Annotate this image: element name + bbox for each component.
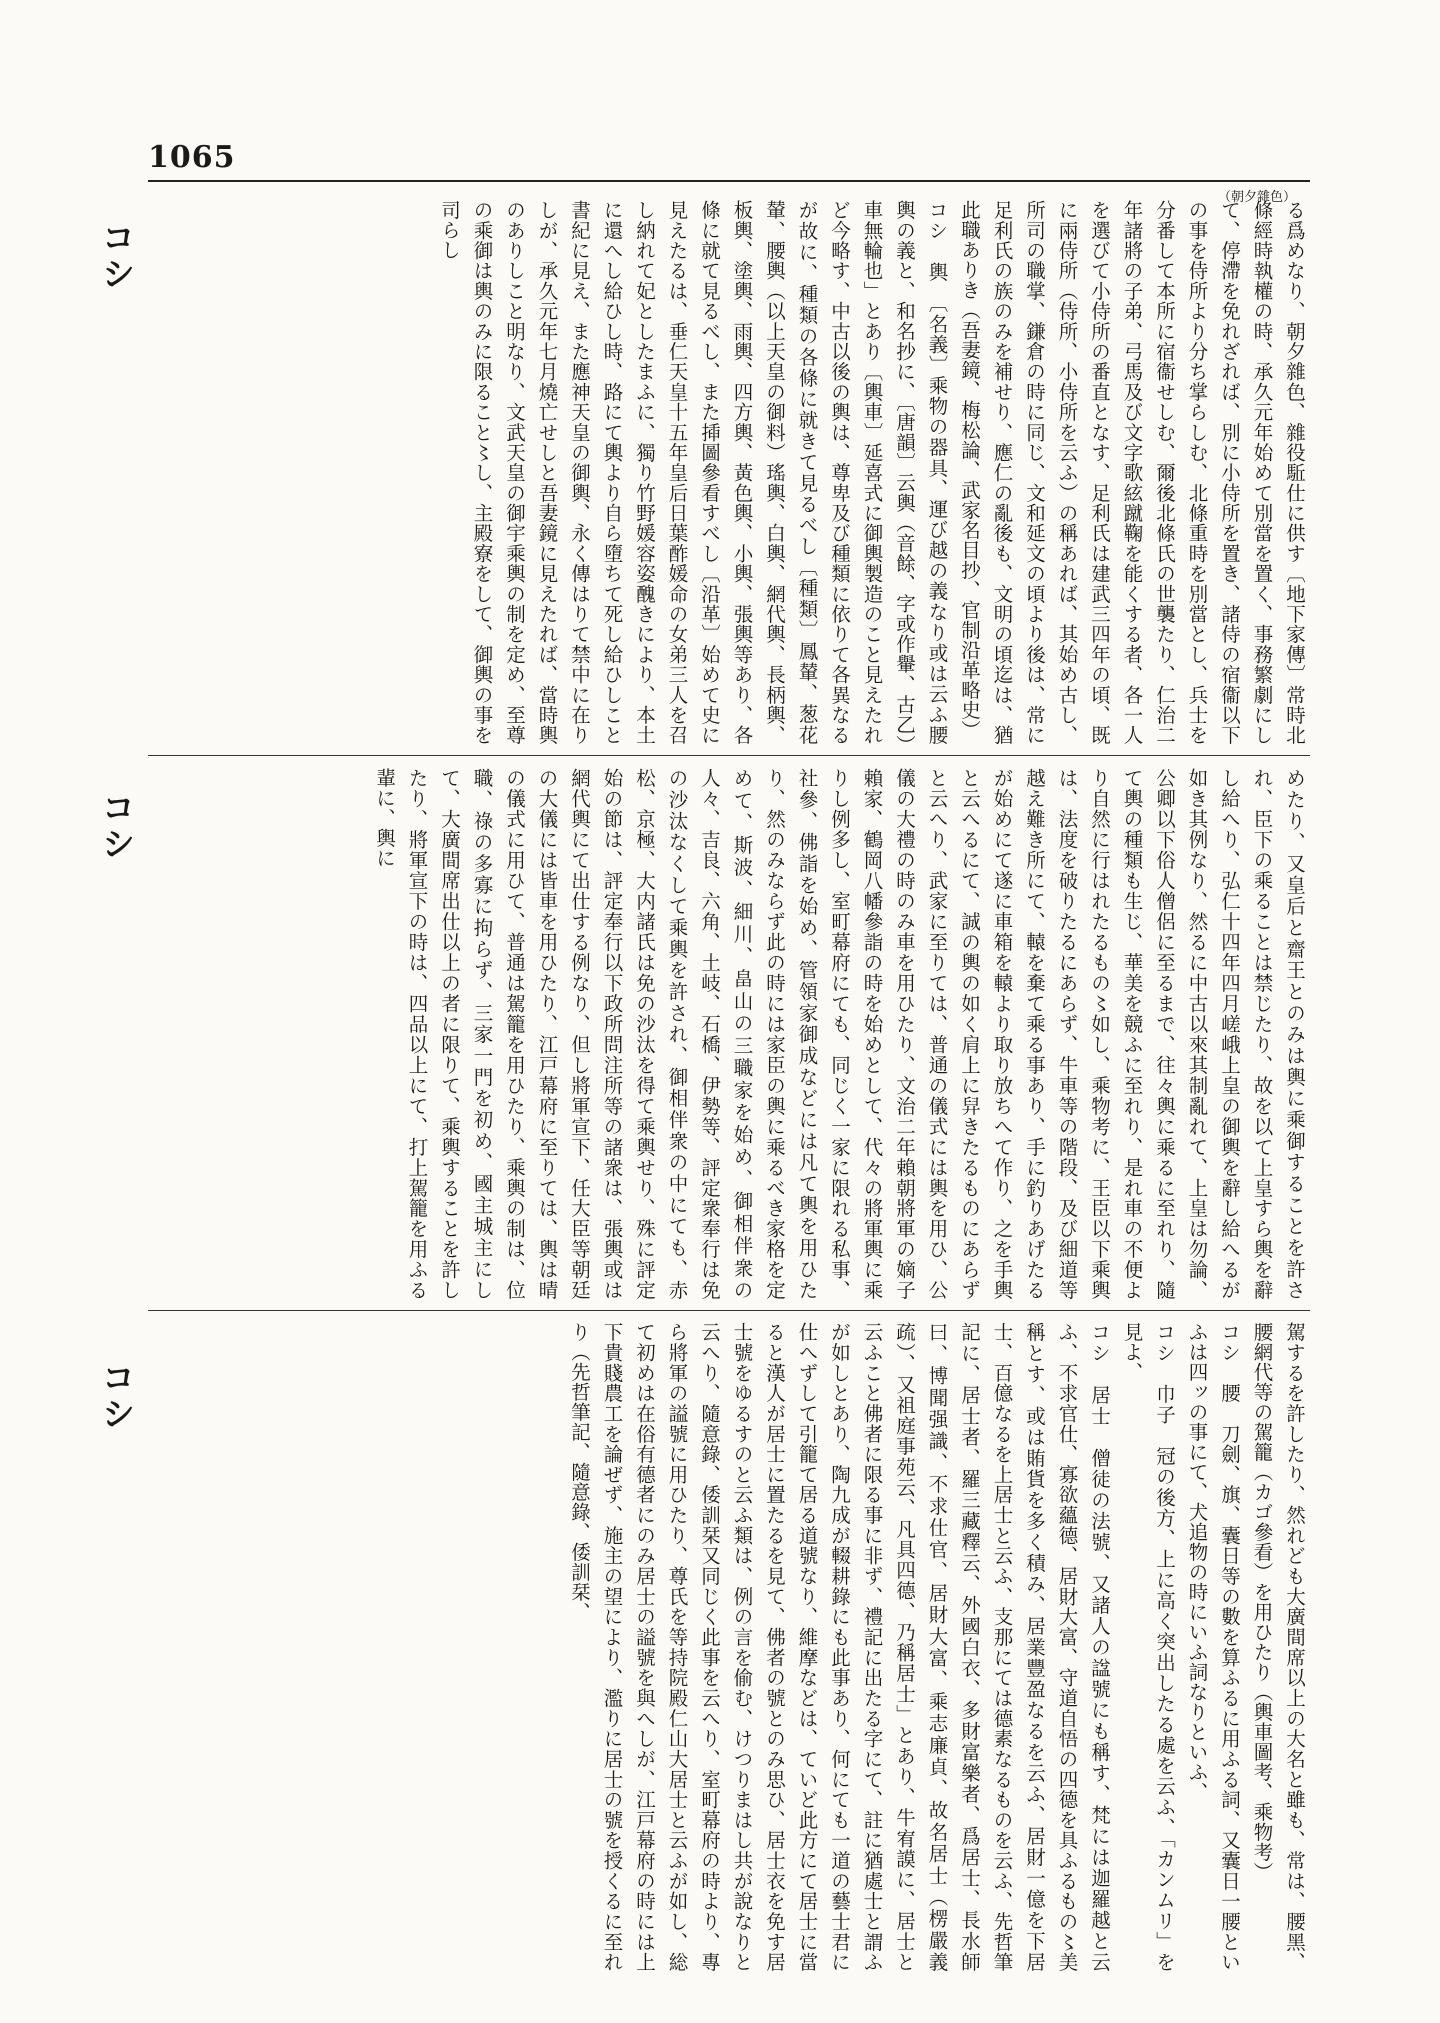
section-divider-2: [148, 1310, 1310, 1311]
section-divider-1: [148, 755, 1310, 756]
middle-paragraph-1: めたり、又皇后と齋王とのみは輿に乘御することを許され、臣下の乘ることは禁じたり、故を以て上皇すら輿を辭し給へり、弘仁十四年四月嵯峨上皇の御輿を辭し給へるが如き其例なり、然るに中古以來其制亂れて、上皇は勿論、公卿以下俗人僧侶に至るまで、往々輿に乘るに至れり、隨て輿の種類も生じ、華美を競ふに至れり、是れ車の不便より自然に行はれたるもの〻如し、乘物考に、王臣以下乘輿は、法度を破りたるにあらず、牛車等の階段、及び細道等越え難き所にて、轅を棄て乘る事あり、手に釣りあげたるが始めにて遂に車箱を轅より取り放ちへて作り、之を手輿と云へるにて、誠の輿の如く肩上に舁きたるものにあらずと云へり、武家に至りては、普通の儀式には輿を用ひ、公儀の大禮の時のみ車を用ひたり、文治二年賴朝將軍の嫡子賴家、鶴岡八幡參詣の時を始めとして、代々の將軍輿に乘りし例多し、室町幕府にても、同じく一家に限れる私事、社參、佛詣を始め、管領家御成などには凡て輿を用ひたり、然のみならず此の時には家臣の輿に乘るべき家格を定めて、斯波、細川、畠山の三職家を始め、御相伴衆の人々、吉良、六角、土岐、石橋、伊勢等、評定衆奉行は免の沙汰なくして乘輿を許され、御相伴衆の中にても、赤松、京極、大内諸氏は免の沙汰を得て乘輿せり、殊に評定始の節は、評定奉行以下政所問注所等の諸衆は、張輿或は網代輿にて出仕する例なり、但し將軍宣下、任大臣等朝廷の大儀には皆車を用ひたり、江戸幕府に至りては、輿は晴の儀式に用ひて、普通は駕籠を用ひたり、乘輿の制は、位職、祿の多寡に拘らず、三家一門を初め、國主城主にして、大廣間席出仕以上の者に限りて、乘輿することを許したり、將軍宣下の時は、四品以上にて、打上駕籠を用ふる輩に、輿に: [373, 768, 1306, 1300]
side-label-middle: コシ: [95, 790, 135, 862]
bottom-paragraph-3: コシ 巾子 冠の後方、上に高く突出したる處を云ふ、「カンムリ」を見よ、: [1120, 1322, 1176, 1972]
running-head: （朝夕雜色）: [1218, 190, 1297, 205]
side-label-top: コシ: [95, 220, 135, 292]
bottom-paragraph-1: 駕するを許したり、然れども大廣間席以上の大名と雖も、常は、腰黑、腰網代等の駕籠（カゴ參看）を用ひたり（輿車圖考、乘物考）: [1250, 1322, 1306, 1972]
bottom-section: [148, 1322, 1310, 1972]
top-paragraph-1: る爲めなり、朝夕雜色、雜役駈仕に供す〔地下家傳〕常時北條經時執權の時、承久元年始めて別當を置く、事務繁劇にして、停滯を免れざれば、別に小侍所を置き、諸侍の宿衞以下の事を侍所より分ち掌らしむ、北條重時を別當とし、兵士を分番して本所に宿衞せしむ、爾後北條氏の世襲たり、仁治二年諸將の子弟、弓馬及び文字歌絃蹴鞠を能くする者、各一人を選びて小侍所の番直となす、足利氏は建武三四年の頃、既に兩侍所（侍所、小侍所を云ふ）の稱あれば、其始め古し、所司の職掌、鎌倉の時に同じ、文和延文の頃より後は、常に足利氏の族のみを補せり、應仁の亂後も、文明の頃迄は、猶此職ありき（吾妻鏡、梅松論、武家名目抄、官制沿革略史）: [958, 200, 1306, 745]
bottom-paragraph-2: コシ 腰 刀劍、旗、囊日等の數を算ふるに用ふる詞、又囊日一腰といふは四ッの事にて、犬追物の時にいふ詞なりといふ、: [1185, 1322, 1241, 1972]
top-section: [148, 200, 1310, 745]
top-paragraph-2: コシ 輿 〔名義〕乘物の器具、運び越の義なり或は云ふ腰輿の義と、和名抄に、〔唐韻〕云輿（音餘、字或作轝、古乙）車無輪也」とあり〔輿車〕延喜式に御輿製造のこと見えたれど今略す、中古以後の輿は、尊卑及び種類に依りて各異なるが故に、種類の各條に就きて見るべし〔種類〕鳳輦、葱花輦、腰輿（以上天皇の御料）瑤輿、白輿、網代輿、長柄輿、板輿、塗輿、雨輿、四方輿、黃色輿、小輿、張輿等あり、各條に就て見るべし、また揷圖參看すべし〔沿革〕始めて史に見えたるは、垂仁天皇十五年皇后日葉酢媛命の女弟三人を召し納れて妃としたまふに、獨り竹野媛容姿醜きにより、本土に還へし給ひし時、路にて輿より自ら墮ちて死し給ひしこと書紀に見え、また應神天皇の御輿、永く傳はりて禁中に在りしが、承久元年七月燒亡せしと吾妻鏡に見えたれば、當時輿のありしこと明なり、文武天皇の御宇乘輿の制を定め、至尊の乘御は輿のみに限ること〻し、主殿寮をして、御輿の事を司らし: [438, 200, 949, 745]
side-label-bottom: コシ: [95, 1360, 135, 1432]
bottom-paragraph-4: コシ 居士 僧徒の法號、又諸人の諡號にも稱す、梵には迦羅越と云ふ、不求官仕、寡欲蘊德、居財大富、守道自悟の四德を具ふるもの〻美稱とす、或は賄貨を多く積み、居業豐盈なるを云ふ、居財一億を下居士、百億なるを上居士と云ふ、支那にては德素なるものを云ふ、先哲筆記に、居士者、羅三藏釋云、外國白衣、多財富樂者、爲居士、長水師曰、博聞强識、不求仕官、居財大富、乘志廉貞、故名居士（楞嚴義疏）、又祖庭事苑云、凡具四德、乃稱居士」とあり、牛宥謨に、居士と云ふこと佛者に限る事に非ず、禮記に出たる字にて、註に猶處士と謂ふが如しとあり、陶九成が輟耕錄にも此事あり、何にても一道の藝士君に仕へずして引籠て居る道號なり、維摩などは、ていど此方にて居士に當ると漢人が居士に置たるを見て、佛者の號とのみ思ひ、居士衣を免す居士號をゆるすのと云ふ類は、例の言を偷む、けつりまはし共が說なりと云へり、隨意錄、倭訓栞又同じく此事を云へり、室町幕府の時より、專ら將軍の謚號に用ひたり、尊氏を等持院殿仁山大居士と云ふが如し、総て初めは在俗有德者にのみ居士の謚號を與へしが、江戸幕府の時には上下貴賤農工を論ぜず、施主の望により、濫りに居士の號を授くるに至れり（先哲筆記、隨意錄、倭訓栞、: [568, 1322, 1111, 1972]
middle-section: [148, 768, 1310, 1300]
header-rule: [148, 180, 1310, 182]
page-number: 1065: [148, 140, 236, 175]
